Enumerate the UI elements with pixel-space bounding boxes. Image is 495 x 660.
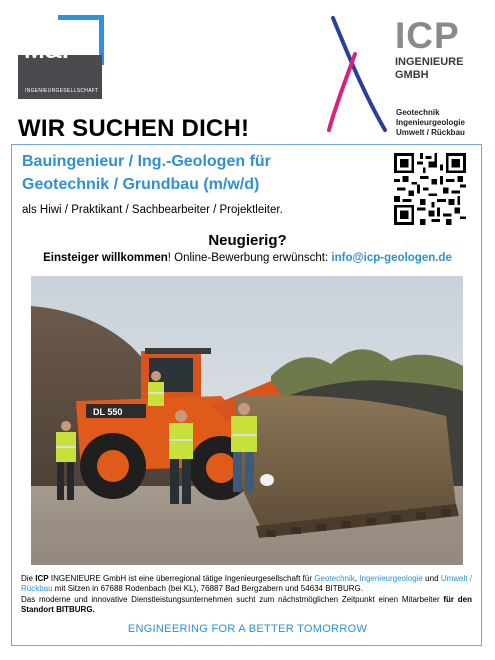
icp-logo-sub-line2: GMBH <box>395 69 429 81</box>
icp-logo-subtitle <box>395 56 463 82</box>
mp-logo-name: M&P <box>24 36 79 64</box>
job-title-line1: Bauingenieur / Ing.-Geologen für <box>22 153 271 170</box>
icp-area-2: Ingenieurgeologie <box>396 118 465 127</box>
team-photo <box>31 276 463 565</box>
email-link[interactable]: info@icp-geologen.de <box>331 252 452 264</box>
desc-und: und <box>422 574 441 583</box>
desc-umwelt: Umwelt / Rückbau <box>21 574 472 594</box>
curious-heading: Neugierig? <box>208 232 287 249</box>
icp-logo-sub-line1: INGENIEURE <box>395 56 464 68</box>
desc-location: für den Standort BITBURG. <box>21 594 472 615</box>
mp-logo-subtitle: INGENIEURGESELLSCHAFT <box>25 88 99 94</box>
desc-company-name: ICP <box>35 574 49 583</box>
headline: WIR SUCHEN DICH! <box>18 115 250 142</box>
desc-geotechnik: Geotechnik <box>314 574 355 583</box>
qr-code-icon[interactable] <box>394 153 466 225</box>
job-title <box>22 150 271 196</box>
loader-bucket <box>236 395 459 538</box>
icp-area-1: Geotechnik <box>396 108 440 117</box>
desc-text-1: Die <box>21 574 36 583</box>
apply-text-2: ! Online-Bewerbung erwünscht: <box>167 252 332 264</box>
job-roles: als Hiwi / Praktikant / Sachbearbeiter / Projektleiter. <box>22 204 283 216</box>
apply-text-1: Einsteiger willkommen <box>43 252 168 264</box>
icp-logo <box>325 12 485 144</box>
job-title-line2: Geotechnik / Grundbau (m/w/d) <box>22 176 260 193</box>
desc-comma: , <box>354 574 360 583</box>
icp-logo-areas <box>396 108 465 138</box>
tagline: ENGINEERING FOR A BETTER TOMORROW <box>127 623 368 635</box>
company-description <box>21 574 472 616</box>
desc-text-2: INGENIEURE GmbH ist eine überregional tätige Ingenieurgesellschaft für <box>48 574 315 583</box>
icp-area-3: Umwelt / Rückbau <box>396 128 465 137</box>
desc-ingenieurgeologie: Ingenieurgeologie <box>359 574 423 583</box>
icp-logo-name: ICP <box>395 15 460 56</box>
desc-text-4: Das moderne und innovative Dienstleistungsunternehmen sucht zum nächstmöglichen Zeitpunkt einen Mitarbeiter <box>21 594 444 604</box>
icp-logo-mark-icon <box>325 12 395 137</box>
desc-text-3: mit Sitzen in 67688 Rodenbach (bei KL), 76887 Bad Bergzabern und 54634 BITBURG. <box>52 584 363 594</box>
mp-logo <box>18 15 104 99</box>
loader-label: DL 550 <box>93 407 123 417</box>
apply-line <box>0 252 495 264</box>
mp-logo-frame-top <box>58 15 104 20</box>
